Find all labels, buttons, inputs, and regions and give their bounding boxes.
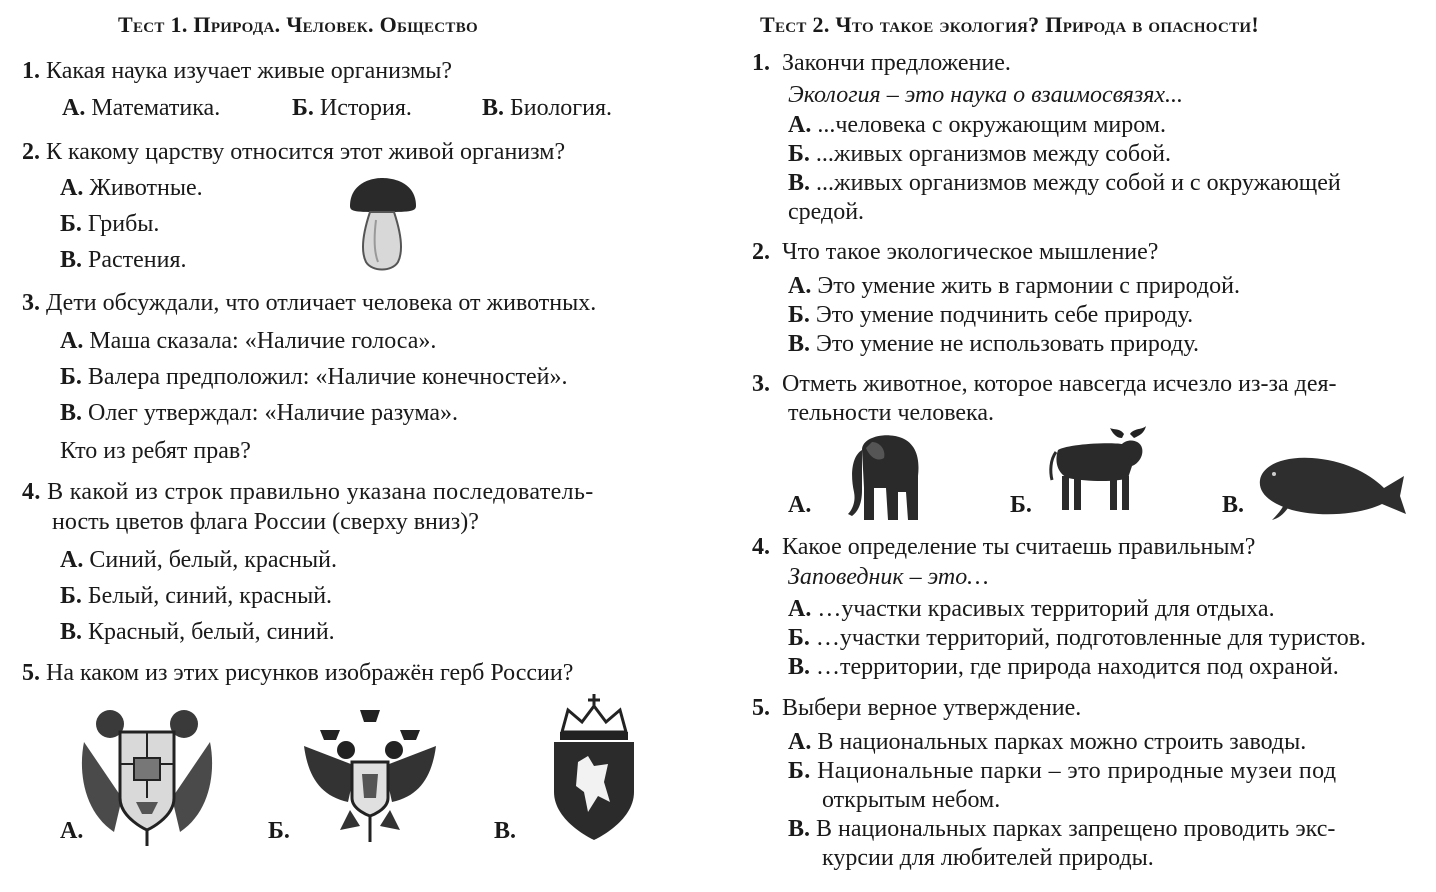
test1-q3: 3. Дети обсуждали, что отличает человека от животных. [22, 290, 597, 316]
manatee-icon[interactable] [1252, 446, 1408, 522]
test1-q5: 5. На каком из этих рисунков изображён герб России? [22, 660, 574, 686]
test2-q4-option-c[interactable]: В. …территории, где природа находится под охраной. [788, 654, 1339, 680]
coat-of-arms-armenia-icon[interactable] [74, 702, 220, 848]
test1-q2: 2. К какому царству относится этот живой организм? [22, 139, 566, 165]
test2-q1: 1. Закончи предложение. [752, 50, 1011, 76]
bull-icon[interactable] [1048, 426, 1154, 516]
test2-q4: 4. Какое определение ты считаешь правильным? [752, 534, 1256, 560]
test1-q2-option-b[interactable]: Б. Грибы. [60, 211, 160, 237]
test2-q3-option-b-label[interactable]: Б. [1010, 492, 1032, 518]
coat-of-arms-norway-icon[interactable] [548, 692, 640, 842]
test2-q2-option-a[interactable]: А. Это умение жить в гармонии с природой. [788, 273, 1240, 299]
test2-q5: 5. Выбери верное утверждение. [752, 695, 1082, 721]
test2-q1-stem: Экология – это наука о взаимосвязях... [788, 82, 1184, 108]
test2-q1-option-a[interactable]: А. ...человека с окружающим миром. [788, 112, 1166, 138]
test2-q2: 2. Что такое экологическое мышление? [752, 239, 1159, 265]
test1-q4-option-a[interactable]: А. Синий, белый, красный. [60, 547, 337, 573]
test2-q2-option-c[interactable]: В. Это умение не использовать природу. [788, 331, 1199, 357]
test1-q5-option-a-label[interactable]: А. [60, 818, 84, 844]
test2-q2-option-b[interactable]: Б. Это умение подчинить себе природу. [788, 302, 1194, 328]
test1-q5-option-b-label[interactable]: Б. [268, 818, 290, 844]
test2-q1-option-c-cont: средой. [788, 199, 865, 225]
test2-q5-option-b[interactable]: Б. Национальные парки – это природные музеи под [788, 758, 1337, 784]
test2-q5-option-b-cont: открытым небом. [822, 787, 1001, 813]
test1-q2-option-c[interactable]: В. Растения. [60, 247, 187, 273]
test2-q4-option-b[interactable]: Б. …участки территорий, подготовленные для туристов. [788, 625, 1367, 651]
test2-q3-option-a-label[interactable]: А. [788, 492, 812, 518]
test2-q3-line1: 3. Отметь животное, которое навсегда исчезло из-за дея- [752, 371, 1337, 397]
test1-q2-option-a[interactable]: А. Животные. [60, 175, 203, 201]
test2-q4-option-a[interactable]: А. …участки красивых территорий для отдыха. [788, 596, 1275, 622]
test2-q5-option-c[interactable]: В. В национальных парках запрещено проводить экс- [788, 816, 1336, 842]
mushroom-icon [346, 176, 418, 274]
test2-q1-option-c[interactable]: В. ...живых организмов между собой и с окружающей [788, 170, 1341, 196]
test1-q1-option-a[interactable]: А. Математика. [62, 95, 221, 121]
test2-q1-option-b[interactable]: Б. ...живых организмов между собой. [788, 141, 1171, 167]
test2-q3-line2: тельности человека. [788, 400, 994, 426]
test1-q4-option-b[interactable]: Б. Белый, синий, красный. [60, 583, 333, 609]
test2-q3-option-c-label[interactable]: В. [1222, 492, 1245, 518]
test1-q5-option-c-label[interactable]: В. [494, 818, 517, 844]
test1-title: Тест 1. Природа. Человек. Общество [118, 12, 479, 37]
test1-q3-option-a[interactable]: А. Маша сказала: «Наличие голоса». [60, 328, 437, 354]
test1-q3-option-b[interactable]: Б. Валера предположил: «Наличие конечностей». [60, 364, 568, 390]
test1-q4-line1: 4. В какой из строк правильно указана последователь- [22, 479, 594, 505]
test1-q4-option-c[interactable]: В. Красный, белый, синий. [60, 619, 335, 645]
test1-q4-line2: ность цветов флага России (сверху вниз)? [52, 509, 479, 535]
test2-q4-stem: Заповедник – это… [788, 564, 989, 590]
test1-q1-option-c[interactable]: В. Биология. [482, 95, 613, 121]
test1-q3-option-c[interactable]: В. Олег утверждал: «Наличие разума». [60, 400, 459, 426]
test2-q5-option-a[interactable]: А. В национальных парках можно строить заводы. [788, 729, 1307, 755]
test2-title: Тест 2. Что такое экология? Природа в опасности! [760, 12, 1259, 37]
test2-q5-option-c-cont: курсии для любителей природы. [822, 845, 1154, 871]
elephant-icon[interactable] [844, 430, 924, 522]
test1-q1: 1. Какая наука изучает живые организмы? [22, 58, 453, 84]
test1-q1-option-b[interactable]: Б. История. [292, 95, 412, 121]
coat-of-arms-russia-icon[interactable] [300, 706, 440, 846]
test1-q3-tail: Кто из ребят прав? [60, 438, 251, 464]
